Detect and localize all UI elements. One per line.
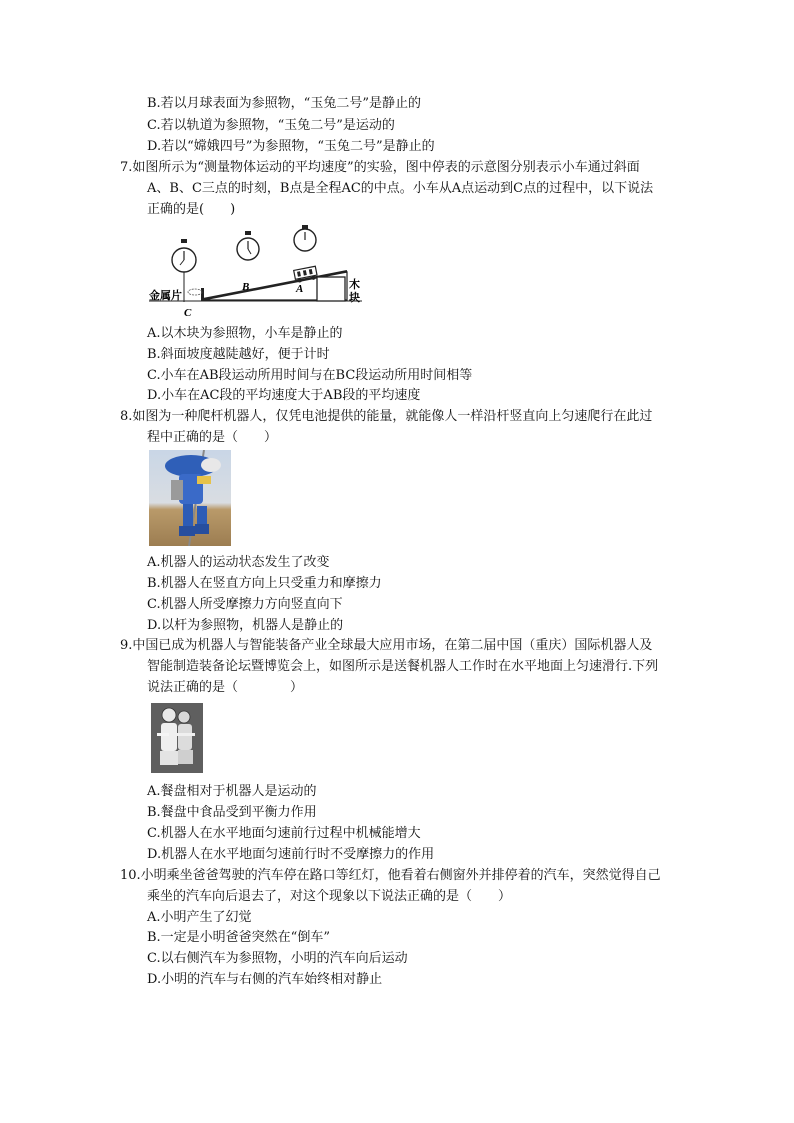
q9-stem-line3: 说法正确的是（ ） — [147, 680, 304, 695]
q7-option-a: A.以木块为参照物，小车是静止的 — [147, 326, 343, 341]
wooden-block — [317, 277, 345, 301]
q7-stem-line3: 正确的是( ) — [147, 202, 236, 217]
label-wood-top: 木 — [349, 278, 360, 291]
stopwatch-c-icon — [172, 239, 196, 272]
q10-option-a: A.小明产生了幻觉 — [147, 910, 252, 925]
stopwatch-a-icon — [294, 225, 316, 251]
q9-stem-line1: 9.中国已成为机器人与智能装备产业全球最大应用市场，在第二届中国（重庆）国际机器人及 — [120, 638, 653, 653]
q8-stem-line1: 8.如图为一种爬杆机器人，仅凭电池提供的能量，就能像人一样沿杆竖直向上匀速爬行在此过 — [120, 409, 653, 424]
metal-sheet — [201, 288, 204, 301]
climbing-robot-photo — [149, 450, 231, 546]
q6-option-b: B.若以月球表面为参照物，“玉兔二号”是静止的 — [147, 96, 421, 111]
q7-stem-line2: A、B、C三点的时刻，B点是全程AC的中点。小车从A点运动到C点的过程中，以下说法 — [147, 181, 654, 196]
label-c: C — [184, 307, 192, 319]
q9-option-d: D.机器人在水平地面匀速前行时不受摩擦力的作用 — [147, 847, 435, 862]
stopwatch-b-icon — [237, 231, 259, 260]
q7-stem-line1: 7.如图所示为“测量物体运动的平均速度”的实验，图中停表的示意图分别表示小车通过斜面 — [120, 160, 640, 175]
q10-option-b: B.一定是小明爸爸突然在“倒车” — [147, 930, 330, 945]
q6-option-d: D.若以“嫦娥四号”为参照物，“玉兔二号”是静止的 — [147, 139, 435, 154]
q8-option-a: A.机器人的运动状态发生了改变 — [147, 555, 330, 570]
q8-option-c: C.机器人所受摩擦力方向竖直向下 — [147, 597, 343, 612]
label-wood-bottom: 块 — [349, 291, 360, 304]
q8-option-b: B.机器人在竖直方向上只受重力和摩擦力 — [147, 576, 382, 591]
q9-option-c: C.机器人在水平地面匀速前行过程中机械能增大 — [147, 826, 421, 841]
q8-option-d: D.以杆为参照物，机器人是静止的 — [147, 618, 344, 633]
q7-option-c: C.小车在AB段运动所用时间与在BC段运动所用时间相等 — [147, 368, 473, 383]
label-b: B — [242, 281, 250, 293]
q9-option-b: B.餐盘中食品受到平衡力作用 — [147, 805, 317, 820]
incline-experiment-figure — [147, 222, 365, 322]
q7-option-d: D.小车在AC段的平均速度大于AB段的平均速度 — [147, 388, 421, 403]
q9-stem-line2: 智能制造装备论坛暨博览会上，如图所示是送餐机器人工作时在水平地面上匀速滑行.下列 — [147, 659, 659, 674]
q10-stem-line1: 10.小明乘坐爸爸驾驶的汽车停在路口等红灯，他看着右侧窗外并排停着的汽车，突然觉得自己 — [120, 868, 661, 883]
q10-option-c: C.以右侧汽车为参照物，小明的汽车向后运动 — [147, 951, 408, 966]
q10-stem-line2: 乘坐的汽车向后退去了，对这个现象以下说法正确的是（ ） — [147, 889, 512, 904]
serving-robot-photo — [151, 703, 203, 773]
q10-option-d: D.小明的汽车与右侧的汽车始终相对静止 — [147, 972, 383, 987]
label-metal-sheet: 金属片 — [149, 289, 182, 302]
label-a: A — [296, 283, 304, 295]
q8-stem-line2: 程中正确的是（ ） — [147, 430, 278, 445]
q7-option-b: B.斜面坡度越陡越好，便于计时 — [147, 347, 330, 362]
q6-option-c: C.若以轨道为参照物，“玉兔二号”是运动的 — [147, 118, 395, 133]
q9-option-a: A.餐盘相对于机器人是运动的 — [147, 784, 317, 799]
